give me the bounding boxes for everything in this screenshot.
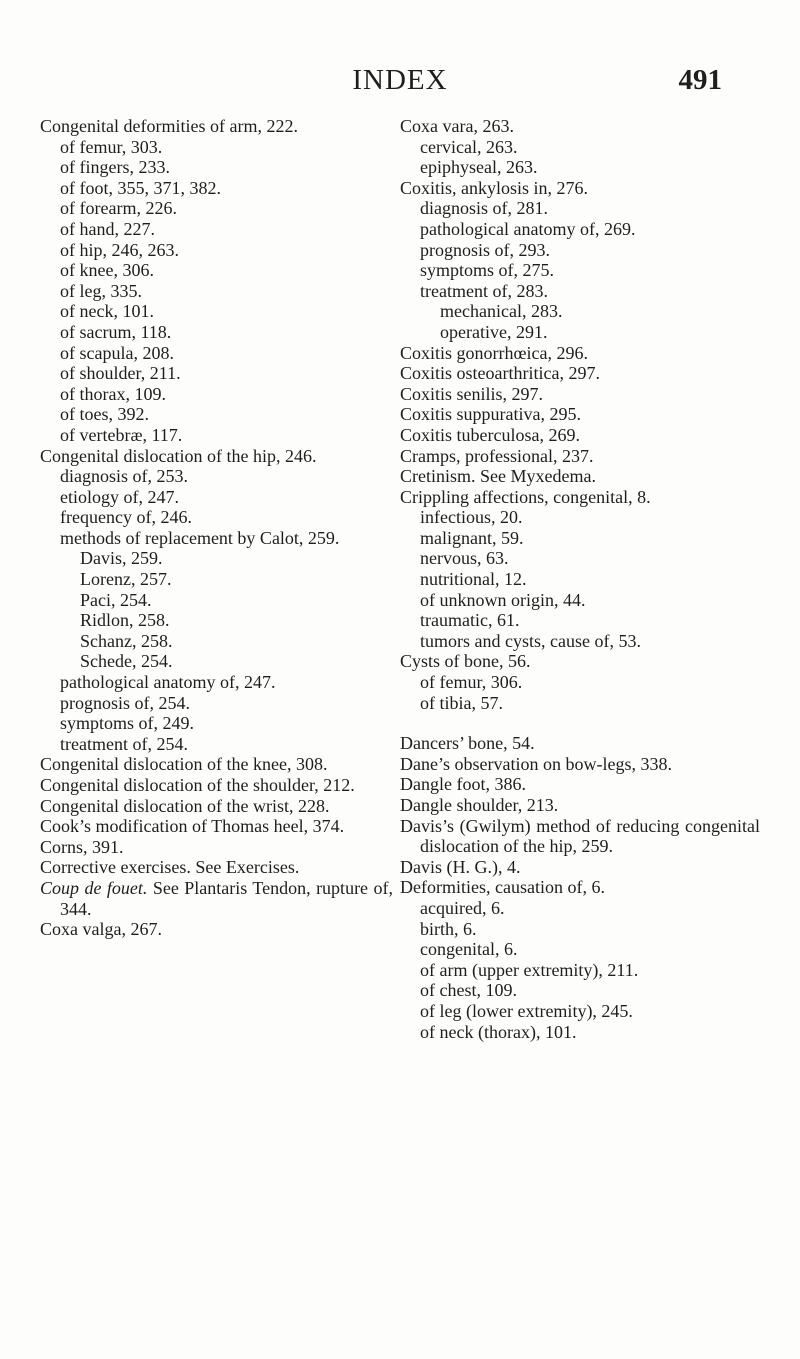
- index-entry: Coxitis osteoarthritica, 297.: [400, 363, 600, 384]
- index-entry: birth, 6.: [420, 918, 477, 939]
- index-entry: Dane’s observation on bow-legs, 338.: [400, 753, 672, 774]
- index-entry: Coxitis tuberculosa, 269.: [400, 424, 580, 445]
- index-entry: Cramps, professional, 237.: [400, 445, 594, 466]
- index-entry: Davis’s (Gwilym) method of reducing congenital dislocation of the hip, 259.: [400, 815, 760, 857]
- index-entry: of sacrum, 118.: [60, 321, 172, 342]
- index-entry: of leg, 335.: [60, 280, 142, 301]
- index-entry: treatment of, 283.: [420, 280, 548, 301]
- index-entry: operative, 291.: [440, 321, 548, 342]
- index-entry: of femur, 306.: [420, 672, 523, 693]
- index-entry: Deformities, causation of, 6.: [400, 877, 605, 898]
- index-entry: of scapula, 208.: [60, 342, 174, 363]
- index-entry: of knee, 306.: [60, 260, 154, 281]
- index-entry: pathological anatomy of, 269.: [420, 218, 636, 239]
- index-entry: infectious, 20.: [420, 507, 523, 528]
- index-entry: diagnosis of, 281.: [420, 198, 548, 219]
- index-entry: Lorenz, 257.: [80, 569, 172, 590]
- index-entry: of arm (upper extremity), 211.: [420, 959, 639, 980]
- index-entry: of vertebræ, 117.: [60, 424, 183, 445]
- index-entry: mechanical, 283.: [440, 301, 563, 322]
- index-entry: nutritional, 12.: [420, 569, 527, 590]
- index-entry: Coxa valga, 267.: [40, 919, 162, 940]
- index-entry: Coxitis, ankylosis in, 276.: [400, 177, 589, 198]
- index-entry: etiology of, 247.: [60, 486, 179, 507]
- index-column-left: [40, 116, 393, 940]
- index-column-right: [400, 116, 760, 1042]
- index-entry: prognosis of, 254.: [60, 692, 190, 713]
- index-entry: Coxitis suppurativa, 295.: [400, 404, 581, 425]
- index-entry: Corns, 391.: [40, 836, 124, 857]
- index-entry: congenital, 6.: [420, 939, 518, 960]
- page-header: [0, 62, 800, 102]
- index-entry: of shoulder, 211.: [60, 363, 181, 384]
- index-entry: Davis (H. G.), 4.: [400, 856, 521, 877]
- index-entry: Coup de fouet. See Plantaris Tendon, rupture of, 344.: [40, 877, 393, 919]
- index-entry: methods of replacement by Calot, 259.: [60, 527, 340, 548]
- index-entry: of toes, 392.: [60, 404, 149, 425]
- index-entry: of femur, 303.: [60, 136, 163, 157]
- index-entry: epiphyseal, 263.: [420, 157, 538, 178]
- index-entry: Congenital dislocation of the hip, 246.: [40, 445, 317, 466]
- index-entry: Ridlon, 258.: [80, 610, 170, 631]
- index-entry: acquired, 6.: [420, 897, 505, 918]
- index-entry: cervical, 263.: [420, 136, 518, 157]
- index-entry: of chest, 109.: [420, 980, 517, 1001]
- index-entry: Schanz, 258.: [80, 630, 173, 651]
- index-entry: Schede, 254.: [80, 651, 173, 672]
- index-entry: malignant, 59.: [420, 527, 524, 548]
- index-entry: Congenital dislocation of the shoulder, 212.: [40, 775, 355, 795]
- index-entry: Davis, 259.: [80, 548, 163, 569]
- index-entry: traumatic, 61.: [420, 610, 520, 631]
- index-entry: Dangle foot, 386.: [400, 774, 526, 795]
- index-entry: tumors and cysts, cause of, 53.: [420, 630, 641, 651]
- index-entry: Dancers’ bone, 54.: [400, 733, 535, 754]
- index-entry: symptoms of, 275.: [420, 260, 555, 281]
- index-entry: Congenital deformities of arm, 222.: [40, 116, 298, 136]
- index-entry: of leg (lower extremity), 245.: [420, 1000, 633, 1021]
- index-entry: Congenital dislocation of the knee, 308.: [40, 754, 328, 775]
- index-entry: diagnosis of, 253.: [60, 466, 188, 487]
- index-entry: of forearm, 226.: [60, 198, 177, 219]
- index-entry: Crippling affections, congenital, 8.: [400, 486, 651, 507]
- index-entry: Congenital dislocation of the wrist, 228.: [40, 795, 330, 816]
- index-entry: of neck, 101.: [60, 301, 154, 322]
- index-entry: of neck (thorax), 101.: [420, 1021, 577, 1042]
- page-number: 491: [678, 64, 722, 96]
- index-entry: pathological anatomy of, 247.: [60, 672, 276, 693]
- index-entry: of hip, 246, 263.: [60, 239, 179, 260]
- index-entry: of unknown origin, 44.: [420, 589, 586, 610]
- running-title: INDEX: [352, 64, 448, 96]
- index-entry: Coxitis senilis, 297.: [400, 383, 544, 404]
- index-entry: of fingers, 233.: [60, 157, 170, 178]
- index-entry: symptoms of, 249.: [60, 713, 195, 734]
- index-entry: frequency of, 246.: [60, 507, 192, 528]
- index-entry: of thorax, 109.: [60, 383, 166, 404]
- index-entry: treatment of, 254.: [60, 733, 188, 754]
- index-entry: Corrective exercises. See Exercises.: [40, 857, 300, 878]
- index-entry: of hand, 227.: [60, 218, 155, 239]
- index-entry: Coxa vara, 263.: [400, 116, 514, 136]
- index-entry: Cook’s modification of Thomas heel, 374.: [40, 816, 345, 837]
- index-entry: nervous, 63.: [420, 548, 509, 569]
- index-entry: Coxitis gonorrhœica, 296.: [400, 342, 588, 363]
- index-entry: Cretinism. See Myxedema.: [400, 466, 596, 487]
- index-entry: Paci, 254.: [80, 589, 152, 610]
- index-entry: of foot, 355, 371, 382.: [60, 177, 221, 198]
- index-entry: Dangle shoulder, 213.: [400, 795, 559, 815]
- index-entry: prognosis of, 293.: [420, 239, 550, 260]
- index-entry: of tibia, 57.: [420, 692, 503, 713]
- index-entry: Cysts of bone, 56.: [400, 651, 531, 672]
